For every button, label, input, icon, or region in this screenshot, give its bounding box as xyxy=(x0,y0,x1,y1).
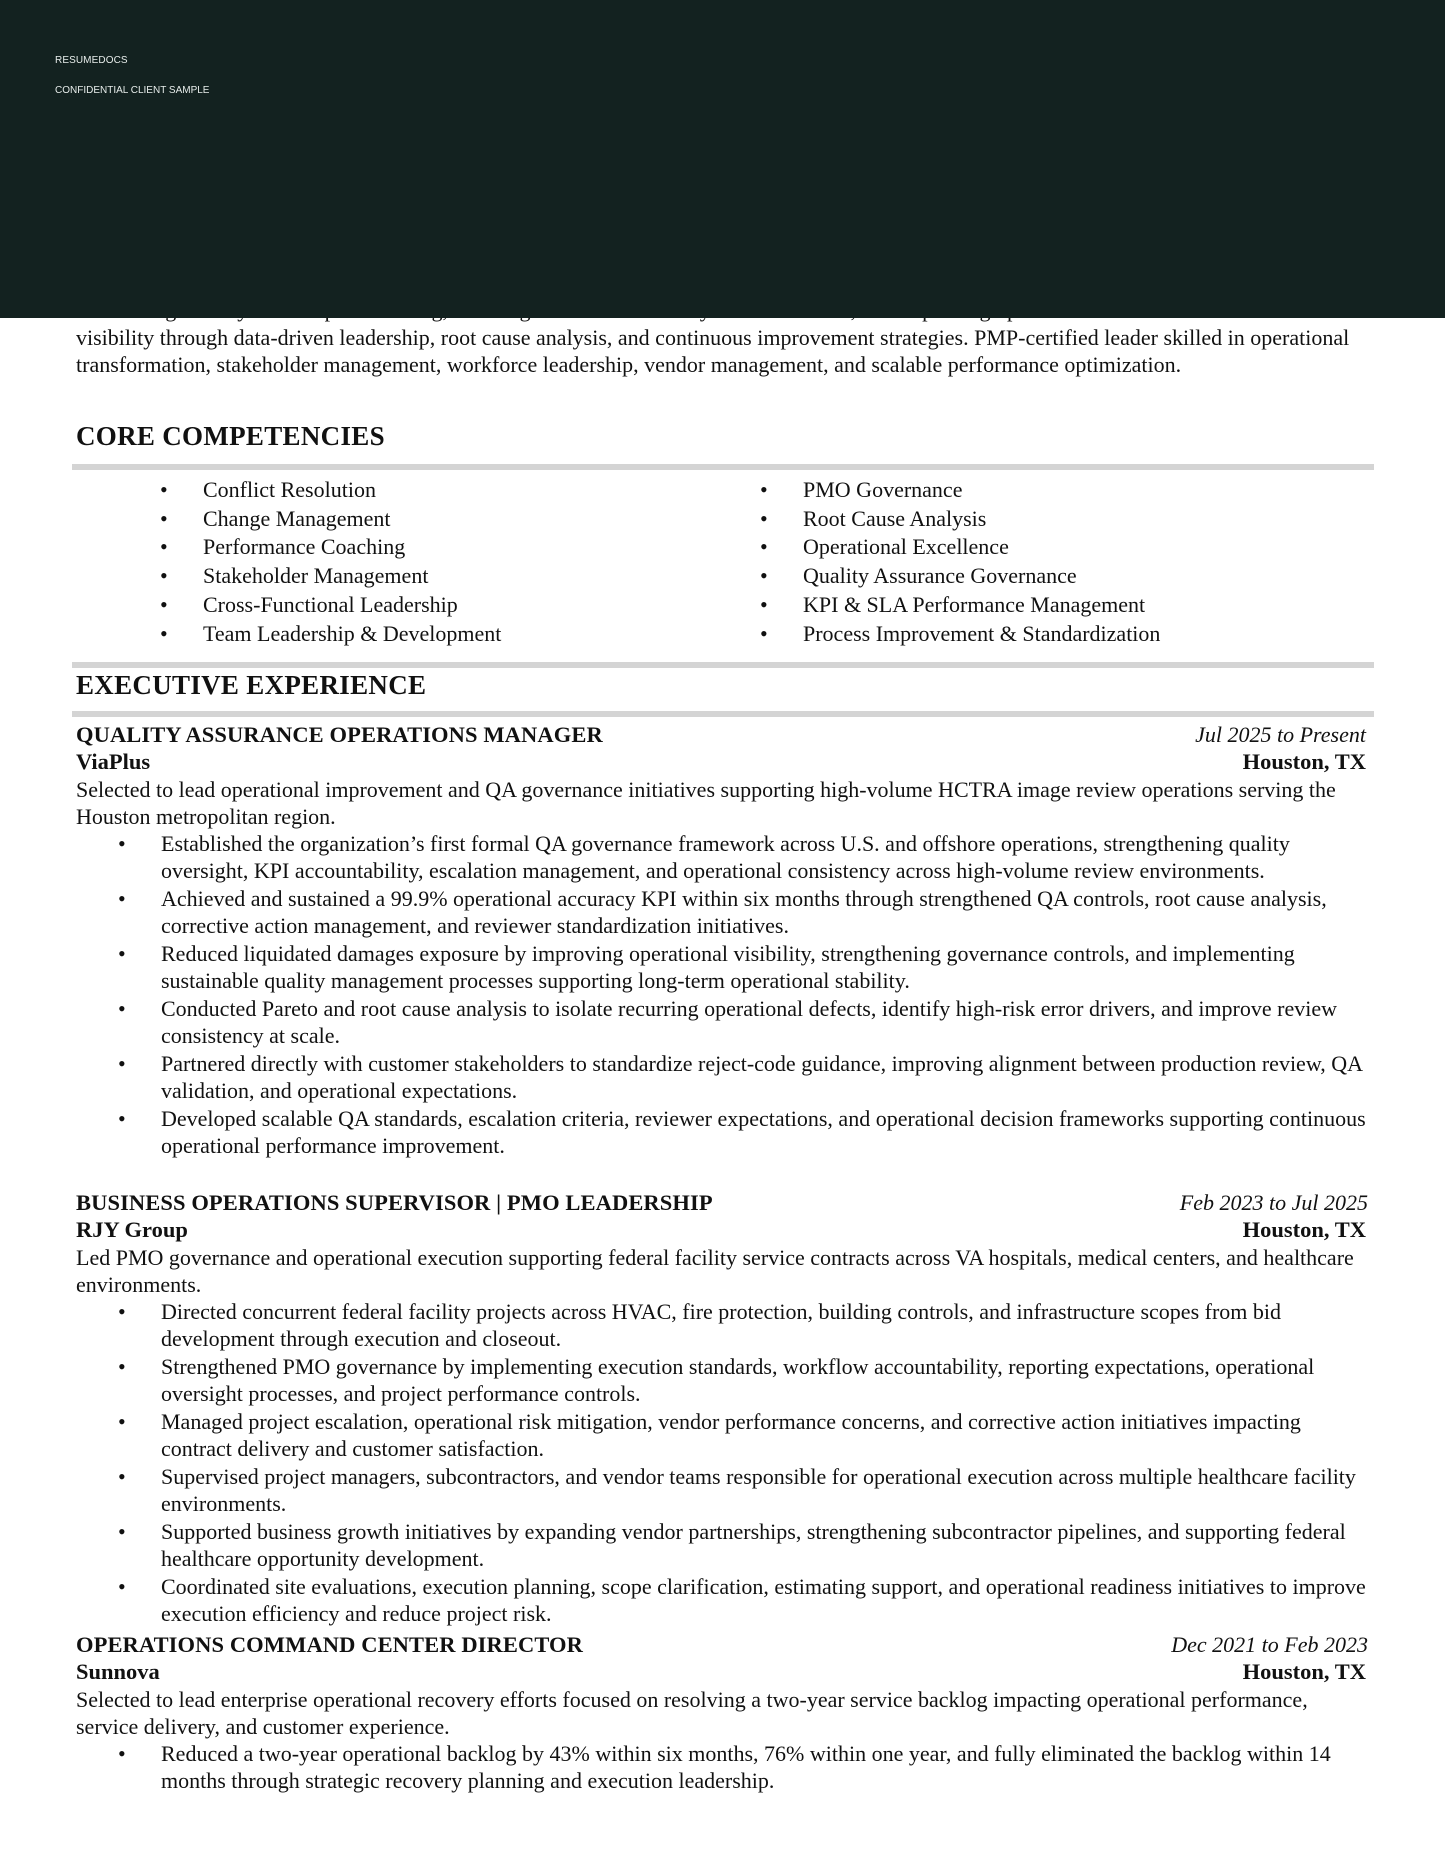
job-bullet: • Conducted Pareto and root cause analysis to isolate recurring operational defects, identify high-risk error drivers, and improve review consistency at scale. xyxy=(76,995,1366,1049)
job-bullet: • Partnered directly with customer stakeholders to standardize reject-code guidance, improving alignment between production review, QA validation, and operational expectations. xyxy=(76,1050,1366,1104)
company-name: Sunnova xyxy=(76,1659,160,1684)
competency-item: • Root Cause Analysis xyxy=(760,505,1360,534)
job-title: BUSINESS OPERATIONS SUPERVISOR | PMO LEADERSHIP xyxy=(76,1190,713,1215)
company-name: RJY Group xyxy=(76,1217,188,1242)
competency-item: • KPI & SLA Performance Management xyxy=(760,591,1360,620)
core-competencies-heading: CORE COMPETENCIES xyxy=(76,421,385,451)
job-location: Houston, TX xyxy=(1242,749,1366,774)
job-bullet: • Achieved and sustained a 99.9% operational accuracy KPI within six months through strengthened QA controls, root cause analysis, corrective action management, and reviewer standardization initiatives. xyxy=(76,885,1366,939)
competency-item: • Stakeholder Management xyxy=(160,562,760,591)
company-name: ViaPlus xyxy=(76,749,151,774)
job-bullet: • Managed project escalation, operational risk mitigation, vendor performance concerns, and corrective action initiatives impacting contract delivery and customer satisfaction. xyxy=(76,1408,1368,1462)
section-divider xyxy=(72,711,1374,717)
executive-experience-heading: EXECUTIVE EXPERIENCE xyxy=(76,670,427,700)
job-bullet: • Directed concurrent federal facility projects across HVAC, fire protection, building controls, and infrastructure scopes from bid development through execution and closeout. xyxy=(76,1298,1368,1352)
job-description: Selected to lead operational improvement and QA governance initiatives supporting high-volume HCTRA image review operations serving the Houston metropolitan region. xyxy=(76,777,1336,829)
competencies-right-column xyxy=(760,476,1360,648)
job-bullet: • Strengthened PMO governance by implementing execution standards, workflow accountability, reporting expectations, operational oversight processes, and project performance controls. xyxy=(76,1353,1368,1407)
confidential-label: CONFIDENTIAL CLIENT SAMPLE xyxy=(55,85,210,96)
job-location: Houston, TX xyxy=(1242,1217,1366,1242)
section-divider xyxy=(72,464,1374,470)
job-title: OPERATIONS COMMAND CENTER DIRECTOR xyxy=(76,1632,583,1657)
job-bullet: • Reduced liquidated damages exposure by improving operational visibility, strengthening governance controls, and implementing sustainable quality management processes supporting long-term operational stability. xyxy=(76,940,1366,994)
job-dates: Jul 2025 to Present xyxy=(1195,722,1366,747)
header-overlay xyxy=(0,0,1445,318)
job-bullets xyxy=(76,1740,1368,1794)
competency-item: • PMO Governance xyxy=(760,476,1360,505)
competency-item: • Quality Assurance Governance xyxy=(760,562,1360,591)
job-bullet: • Supervised project managers, subcontractors, and vendor teams responsible for operational execution across multiple healthcare facility environments. xyxy=(76,1463,1368,1517)
section-divider xyxy=(72,662,1374,668)
summary-text: visibility through data-driven leadership, root cause analysis, and continuous improvement strategies. PMP-certified leader skilled in operational transformation, stakeholder management, workforce leadership, vendor management, and scalable performance optimization. xyxy=(76,324,1350,377)
competency-item: • Operational Excellence xyxy=(760,533,1360,562)
competency-item: • Change Management xyxy=(160,505,760,534)
job-entry xyxy=(76,722,1366,1160)
job-dates: Dec 2021 to Feb 2023 xyxy=(1171,1632,1368,1657)
competencies-left-column xyxy=(160,476,760,648)
job-location: Houston, TX xyxy=(1242,1659,1366,1684)
job-bullets xyxy=(76,830,1366,1159)
job-description: Selected to lead enterprise operational recovery efforts focused on resolving a two-year service backlog impacting operational performance, service delivery, and customer experience. xyxy=(76,1687,1308,1739)
job-bullet: • Established the organization’s first formal QA governance framework across U.S. and offshore operations, strengthening quality oversight, KPI accountability, escalation management, and operational consistency across high-volume review environments. xyxy=(76,830,1366,884)
competency-item: • Cross-Functional Leadership xyxy=(160,591,760,620)
job-dates: Feb 2023 to Jul 2025 xyxy=(1179,1190,1368,1215)
competency-item: • Process Improvement & Standardization xyxy=(760,620,1360,649)
job-entry xyxy=(76,1190,1368,1628)
job-bullet: • Coordinated site evaluations, execution planning, scope clarification, estimating support, and operational readiness initiatives to improve execution efficiency and reduce project risk. xyxy=(76,1573,1368,1627)
job-bullet: • Supported business growth initiatives by expanding vendor partnerships, strengthening subcontractor pipelines, and supporting federal healthcare opportunity development. xyxy=(76,1518,1368,1572)
job-bullet: • Developed scalable QA standards, escalation criteria, reviewer expectations, and operational decision frameworks supporting continuous operational performance improvement. xyxy=(76,1105,1366,1159)
competency-item: • Conflict Resolution xyxy=(160,476,760,505)
job-bullet: • Reduced a two-year operational backlog by 43% within six months, 76% within one year, and fully eliminated the backlog within 14 months through strategic recovery planning and execution leadership. xyxy=(76,1740,1368,1794)
job-bullets xyxy=(76,1298,1368,1627)
competency-item: • Performance Coaching xyxy=(160,533,760,562)
competencies-list xyxy=(160,476,1360,648)
job-entry xyxy=(76,1632,1368,1795)
job-description: Led PMO governance and operational execution supporting federal facility service contracts across VA hospitals, medical centers, and healthcare environments. xyxy=(76,1245,1354,1297)
competency-item: • Team Leadership & Development xyxy=(160,620,760,649)
brand-label: RESUMEDOCS xyxy=(55,55,128,66)
job-title: QUALITY ASSURANCE OPERATIONS MANAGER xyxy=(76,722,603,747)
